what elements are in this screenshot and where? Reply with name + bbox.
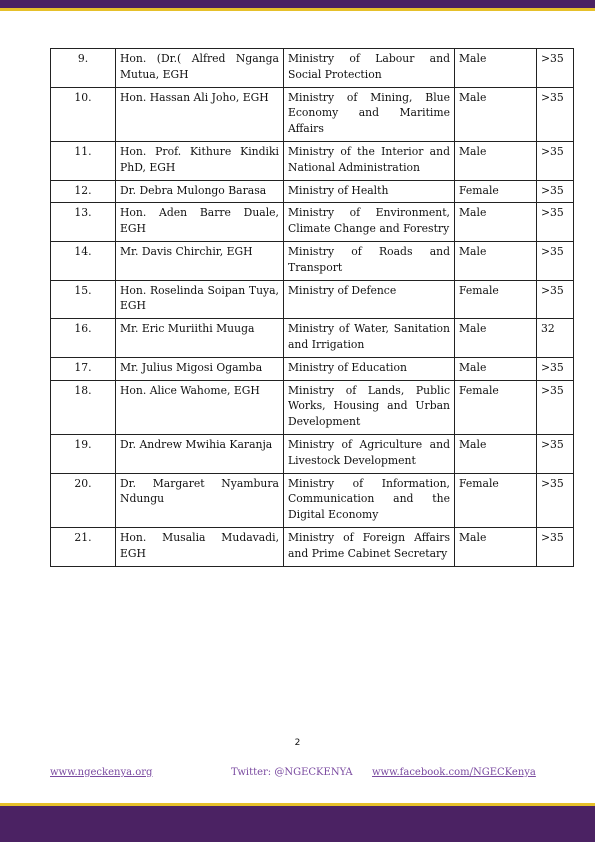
- row-ministry: Ministry of Roads and Transport: [284, 241, 455, 280]
- header-band: [0, 0, 595, 8]
- row-age: >35: [537, 527, 574, 566]
- row-age: >35: [537, 473, 574, 527]
- table-row: [51, 527, 574, 566]
- row-gender: Female: [455, 180, 537, 203]
- row-age: >35: [537, 49, 574, 88]
- table-row: [51, 380, 574, 434]
- row-ministry: Ministry of Lands, Public Works, Housing and Urban Development: [284, 380, 455, 434]
- row-name: Mr. Davis Chirchir, EGH: [116, 241, 284, 280]
- row-number: 15.: [51, 280, 116, 319]
- row-name: Mr. Eric Muriithi Muuga: [116, 319, 284, 358]
- row-number: 16.: [51, 319, 116, 358]
- row-gender: Male: [455, 434, 537, 473]
- row-name: Mr. Julius Migosi Ogamba: [116, 357, 284, 380]
- row-name: Hon. Musalia Mudavadi, EGH: [116, 527, 284, 566]
- row-ministry: Ministry of Mining, Blue Economy and Maritime Affairs: [284, 87, 455, 141]
- row-name: Hon. (Dr.( Alfred Nganga Mutua, EGH: [116, 49, 284, 88]
- row-age: >35: [537, 280, 574, 319]
- row-age: >35: [537, 241, 574, 280]
- row-ministry: Ministry of Defence: [284, 280, 455, 319]
- row-age: >35: [537, 203, 574, 242]
- row-number: 11.: [51, 141, 116, 180]
- table-row: [51, 473, 574, 527]
- table-row: [51, 141, 574, 180]
- row-name: Dr. Debra Mulongo Barasa: [116, 180, 284, 203]
- row-name: Hon. Roselinda Soipan Tuya, EGH: [116, 280, 284, 319]
- row-gender: Female: [455, 473, 537, 527]
- website-link[interactable]: www.ngeckenya.org: [50, 767, 153, 778]
- row-number: 13.: [51, 203, 116, 242]
- row-gender: Male: [455, 357, 537, 380]
- row-name: Hon. Prof. Kithure Kindiki PhD, EGH: [116, 141, 284, 180]
- row-ministry: Ministry of Agriculture and Livestock Development: [284, 434, 455, 473]
- footer-band: [0, 806, 595, 842]
- row-gender: Male: [455, 49, 537, 88]
- table-row: [51, 49, 574, 88]
- row-age: >35: [537, 357, 574, 380]
- table-row: [51, 357, 574, 380]
- row-ministry: Ministry of Water, Sanitation and Irrigation: [284, 319, 455, 358]
- row-gender: Female: [455, 380, 537, 434]
- cabinet-table: [50, 48, 574, 567]
- table-row: [51, 241, 574, 280]
- row-name: Dr. Margaret Nyambura Ndungu: [116, 473, 284, 527]
- row-age: >35: [537, 141, 574, 180]
- row-age: >35: [537, 87, 574, 141]
- row-ministry: Ministry of Foreign Affairs and Prime Cabinet Secretary: [284, 527, 455, 566]
- row-gender: Male: [455, 527, 537, 566]
- cabinet-table-body: [51, 49, 574, 567]
- row-age: >35: [537, 434, 574, 473]
- row-name: Hon. Alice Wahome, EGH: [116, 380, 284, 434]
- table-row: [51, 180, 574, 203]
- facebook-link[interactable]: www.facebook.com/NGECKenya: [372, 767, 536, 778]
- twitter-handle: Twitter: @NGECKENYA: [231, 767, 353, 778]
- row-number: 9.: [51, 49, 116, 88]
- row-name: Dr. Andrew Mwihia Karanja: [116, 434, 284, 473]
- row-number: 18.: [51, 380, 116, 434]
- row-ministry: Ministry of Education: [284, 357, 455, 380]
- header-accent-line: [0, 8, 595, 11]
- row-ministry: Ministry of Labour and Social Protection: [284, 49, 455, 88]
- row-number: 17.: [51, 357, 116, 380]
- row-gender: Male: [455, 203, 537, 242]
- row-gender: Male: [455, 241, 537, 280]
- row-name: Hon. Hassan Ali Joho, EGH: [116, 87, 284, 141]
- row-number: 20.: [51, 473, 116, 527]
- table-row: [51, 319, 574, 358]
- row-number: 10.: [51, 87, 116, 141]
- page-number: 2: [294, 738, 301, 748]
- row-gender: Male: [455, 319, 537, 358]
- row-number: 21.: [51, 527, 116, 566]
- row-gender: Male: [455, 141, 537, 180]
- row-gender: Female: [455, 280, 537, 319]
- table-row: [51, 280, 574, 319]
- row-number: 14.: [51, 241, 116, 280]
- row-number: 19.: [51, 434, 116, 473]
- table-row: [51, 87, 574, 141]
- row-ministry: Ministry of the Interior and National Administration: [284, 141, 455, 180]
- row-age: >35: [537, 180, 574, 203]
- row-ministry: Ministry of Environment, Climate Change and Forestry: [284, 203, 455, 242]
- row-age: >35: [537, 380, 574, 434]
- row-ministry: Ministry of Information, Communication and the Digital Economy: [284, 473, 455, 527]
- row-name: Hon. Aden Barre Duale, EGH: [116, 203, 284, 242]
- table-row: [51, 203, 574, 242]
- row-ministry: Ministry of Health: [284, 180, 455, 203]
- row-gender: Male: [455, 87, 537, 141]
- table-row: [51, 434, 574, 473]
- row-age: 32: [537, 319, 574, 358]
- row-number: 12.: [51, 180, 116, 203]
